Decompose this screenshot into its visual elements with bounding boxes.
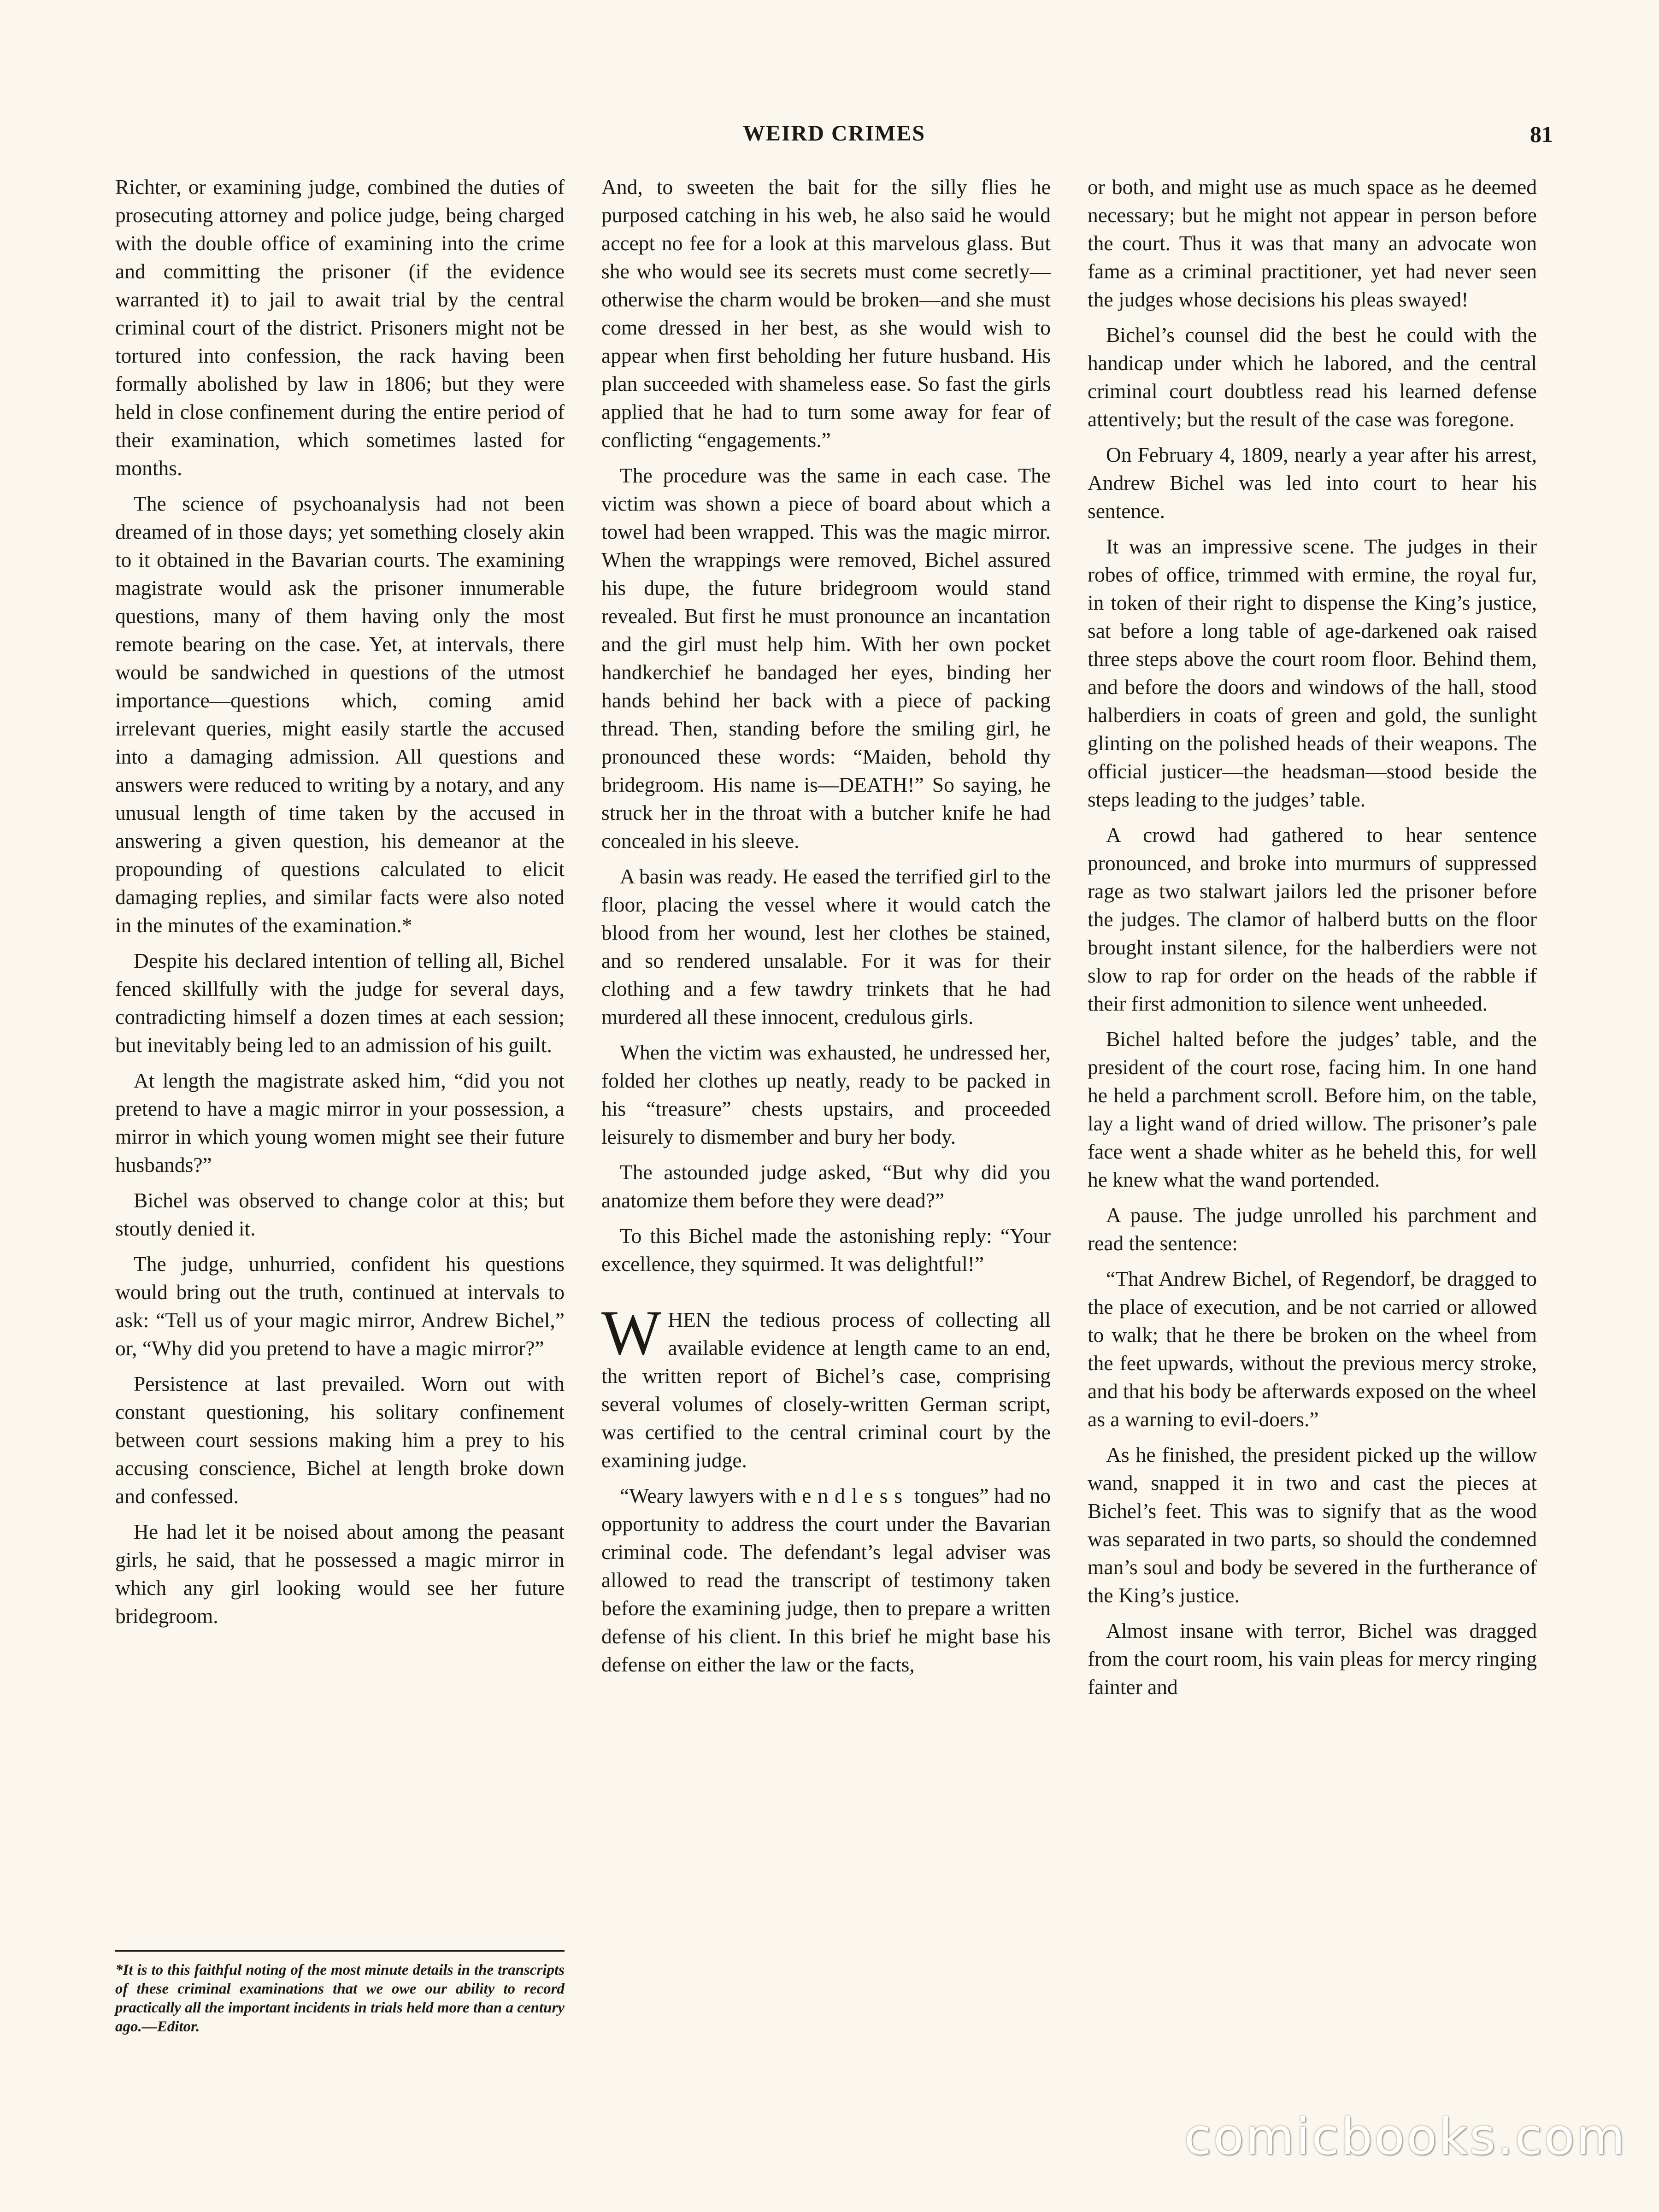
paragraph: And, to sweeten the bait for the silly flies he purposed catching in his web, he also said he would accept no fee for a look at this marvelous glass. But she who would see its secrets must come secretly—otherwise the charm would be broken—and she must come dressed in her best, as she would wish to appear when first beholding her future husband. His plan succeeded with shameless ease. So fast the girls applied that he had to turn some away for fear of conflicting “engagements.” [601,175,1051,452]
paragraph: Bichel halted before the judges’ table, and the president of the court rose, facing him. In one hand he held a parchment scroll. Before him, on the table, lay a light wand of dried willow. The prisoner’s pale face went a shade whiter as he beheld this, for well he knew what the wand portended. [1088,1027,1537,1191]
paragraph: To this Bichel made the astonishing reply: “Your excellence, they squirmed. It was delightful!” [601,1224,1051,1276]
paragraph: “That Andrew Bichel, of Regendorf, be dragged to the place of execution, and be not carried or allowed to walk; that he there be broken on the wheel from the feet upwards, without the previous mercy stroke, and that his body be afterwards exposed on the wheel as a warning to evil-doers.” [1088,1267,1537,1431]
paragraph: Bichel’s counsel did the best he could with the handicap under which he labored, and the central criminal court doubtless read his learned defense attentively; but the result of the case was foregone. [1088,323,1537,431]
paragraph: The astounded judge asked, “But why did you anatomize them before they were dead?” [601,1160,1051,1212]
paragraph: Persistence at last prevailed. Worn out with constant questioning, his solitary confinement between court sessions making him a prey to his accusing conscience, Bichel at length broke down and confessed. [115,1372,565,1508]
paragraph: The judge, unhurried, confident his questions would bring out the truth, continued at intervals to ask: “Tell us of your magic mirror, Andrew Bichel,” or, “Why did you pretend to have a magic mirror?” [115,1252,565,1360]
text-column-3 [1088,173,1537,1708]
paragraph: The science of psychoanalysis had not been dreamed of in those days; yet something closely akin to it obtained in the Bavarian courts. The examining magistrate would ask the prisoner innumerable questions, many of them having only the most remote bearing on the case. Yet, at intervals, there would be sandwiched in questions of the utmost importance—questions which, coming amid irrelevant queries, might easily startle the accused into a damaging admission. All questions and answers were reduced to writing by a notary, and any unusual length of time taken by the accused in answering a given question, his demeanor at the propounding of questions calculated to elicit damaging replies, and similar facts were also noted in the minutes of the examination.* [115,492,565,937]
section-opening-paragraph [601,1297,1051,1474]
editor-footnote: *It is to this faithful noting of the most minute details in the transcripts of these criminal examinations that we owe our ability to record practically all the important incidents in trials held more than a century ago.—Editor. [115,1950,565,2036]
drop-cap-paragraph-text: HEN the tedious process of collecting all available evidence at length came to an end, the written report of Bichel’s case, comprising several volumes of closely-written German script, was certified to the central criminal court by the examining judge. [601,1308,1051,1472]
paragraph: A basin was ready. He eased the terrified girl to the floor, placing the vessel where it would catch the blood from her wound, lest her clothes be stained, and so rendered unsalable. For it was for their clothing and a few tawdry trinkets that he had murdered all these innocent, credulous girls. [601,865,1051,1029]
weary-lawyers-text: “Weary lawyers with [620,1484,802,1507]
paragraph: It was an impressive scene. The judges in their robes of office, trimmed with ermine, the royal fur, in token of their right to dispense the King’s justice, sat before a long table of age-darkened oak raised three steps above the court room floor. Behind them, and before the doors and windows of the hall, stood halberdiers in coats of green and gold, the sunlight glinting on the polished heads of their weapons. The official justicer—the headsman—stood beside the steps leading to the judges’ table. [1088,535,1537,811]
drop-cap: W [601,1297,662,1368]
paragraph: or both, and might use as much space as he deemed necessary; but he might not appear in person before the court. Thus it was that many an advocate won fame as a criminal practitioner, yet had never seen the judges whose decisions his pleas swayed! [1088,175,1537,311]
spaced-word: endless [802,1484,909,1507]
paragraph: On February 4, 1809, nearly a year after his arrest, Andrew Bichel was led into court to hear his sentence. [1088,443,1537,523]
paragraph: Almost insane with terror, Bichel was dragged from the court room, his vain pleas for mercy ringing fainter and [1088,1619,1537,1699]
paragraph: The procedure was the same in each case. The victim was shown a piece of board about which a towel had been wrapped. This was the magic mirror. When the wrappings were removed, Bichel assured his dupe, the future bridegroom would stand revealed. But first he must pronounce an incantation and the girl must help him. With her own pocket handkerchief he bandaged her eyes, binding her hands behind her back with a piece of packing thread. Then, standing before the smiling girl, he pronounced these words: “Maiden, behold thy bridegroom. His name is—DEATH!” So saying, he struck her in the throat with a butcher knife he had concealed in his sleeve. [601,464,1051,853]
paragraph: When the victim was exhausted, he undressed her, folded her clothes up neatly, ready to be packed in his “treasure” chests upstairs, and proceeded leisurely to dismember and bury her body. [601,1041,1051,1148]
paragraph [601,1482,1051,1678]
paragraph: Richter, or examining judge, combined the duties of prosecuting attorney and police judge, being charged with the double office of examining into the crime and committing the prisoner (if the evidence warranted it) to jail to await trial by the central criminal court of the district. Prisoners might not be tortured into confession, the rack having been formally abolished by law in 1806; but they were held in close confinement during the entire period of their examination, which sometimes lasted for months. [115,175,565,480]
text-column-1 [115,173,565,1637]
watermark: comicbooks.com [1184,2108,1627,2166]
paragraph: A pause. The judge unrolled his parchment and read the sentence: [1088,1203,1537,1255]
paragraph: Despite his declared intention of telling all, Bichel fenced skillfully with the judge for several days, contradicting himself a dozen times at each session; but inevitably being led to an admission of his guilt. [115,949,565,1057]
paragraph: At length the magistrate asked him, “did you not pretend to have a magic mirror in your possession, a mirror in which young women might see their future husbands?” [115,1069,565,1177]
paragraph: A crowd had gathered to hear sentence pronounced, and broke into murmurs of suppressed rage as two stalwart jailors led the prisoner before the judges. The clamor of halberd butts on the floor brought instant silence, for the halberdiers were not slow to rap for order on the heads of the rabble if their first admonition to silence went unheeded. [1088,823,1537,1015]
text-column-2 [601,173,1051,1686]
running-title: WEIRD CRIMES [742,121,926,146]
paragraph: As he finished, the president picked up the willow wand, snapped it in two and cast the pieces at Bichel’s feet. This was to signify that as the wood was separated in two parts, so should the condemned man’s soul and body be severed in the furtherance of the King’s justice. [1088,1443,1537,1607]
page-number: 81 [1530,121,1553,147]
page-header [115,121,1553,153]
weary-lawyers-rest: tongues” had no opportunity to address the court under the Bavarian criminal code. The defendant’s legal adviser was allowed to read the transcript of testimony taken before the examining judge, then to prepare a written defense of his client. In this brief he might base his defense on either the law or the facts, [601,1484,1051,1676]
paragraph: He had let it be noised about among the peasant girls, he said, that he possessed a magic mirror in which any girl looking would see her future bridegroom. [115,1520,565,1628]
paragraph: Bichel was observed to change color at this; but stoutly denied it. [115,1188,565,1240]
